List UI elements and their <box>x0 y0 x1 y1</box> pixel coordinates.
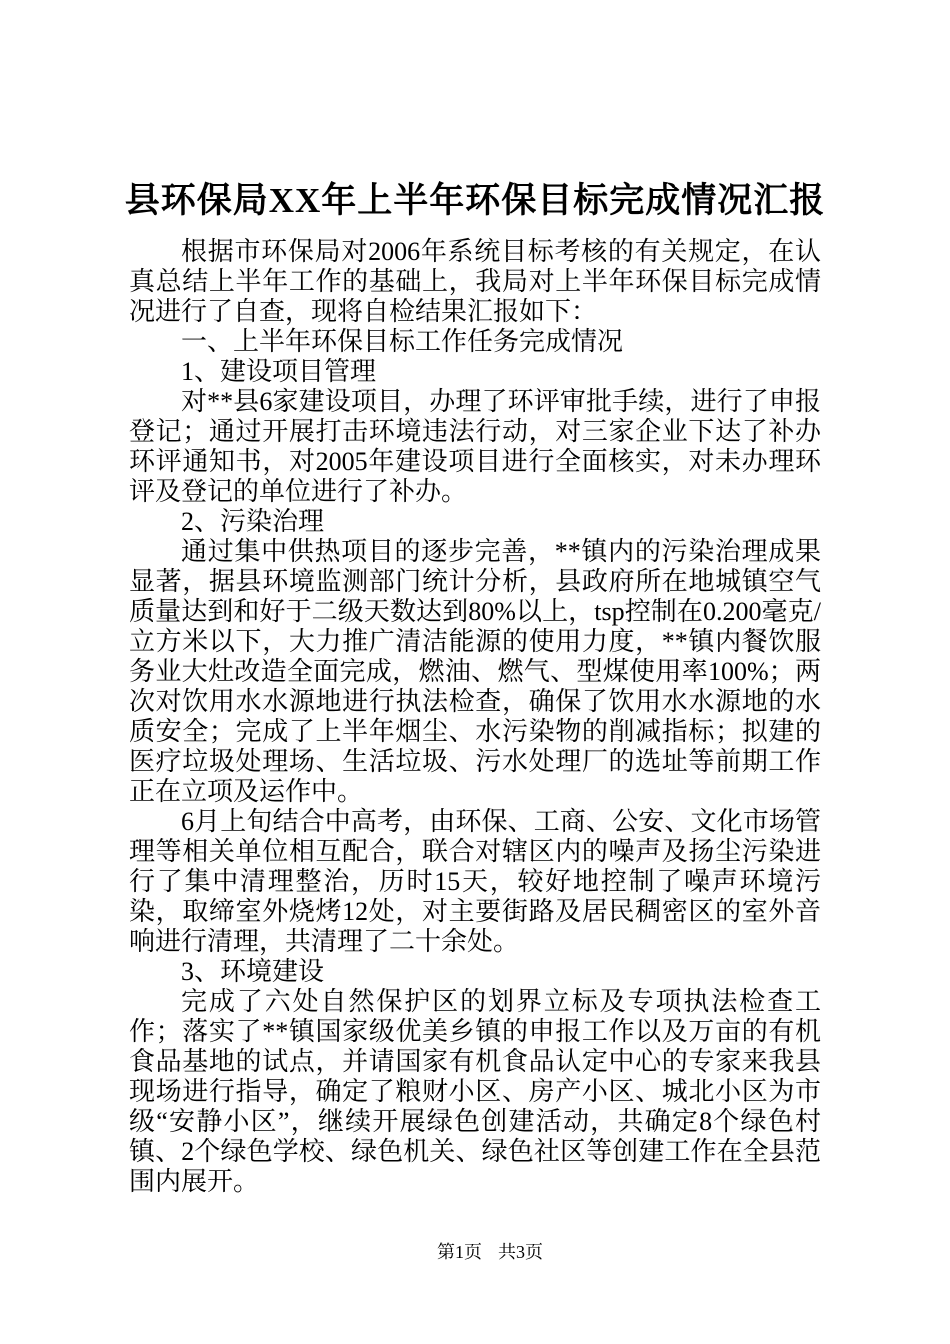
paragraph-subsection-1-heading: 1、建设项目管理 <box>181 357 377 386</box>
paragraph-intro: 根据市环保局对2006年系统目标考核的有关规定，在认真总结上半年工作的基础上，我局对上半年环保目标完成情况进行了自查，现将自检结果汇报如下： <box>129 237 821 326</box>
paragraph-subsection-2-heading: 2、污染治理 <box>181 507 325 536</box>
paragraph-noise-dust-campaign: 6月上旬结合中高考，由环保、工商、公安、文化市场管理等相关单位相互配合，联合对辖区内的噪声及扬尘污染进行了集中清理整治，历时15天，较好地控制了噪声环境污染，取缔室外烧烤12处，对主要街路及居民稠密区的室外音响进行清理，共清理了二十余处。 <box>129 807 821 956</box>
paragraph-subsection-3-heading: 3、环境建设 <box>181 957 325 986</box>
page-number-footer <box>437 1242 543 1262</box>
paragraph-construction-project-management: 对**县6家建设项目，办理了环评审批手续，进行了申报登记；通过开展打击环境违法行动，对三家企业下达了补办环评通知书，对2005年建设项目进行全面核实，对未办理环评及登记的单位进行了补办。 <box>129 387 821 506</box>
paragraph-section-1-heading: 一、上半年环保目标工作任务完成情况 <box>181 327 624 356</box>
document-title: 县环保局XX年上半年环保目标完成情况汇报 <box>124 181 826 220</box>
paragraph-pollution-control: 通过集中供热项目的逐步完善，**镇内的污染治理成果显著，据县环境监测部门统计分析，县政府所在地城镇空气质量达到和好于二级天数达到80%以上，tsp控制在0.200毫克/立方米以下，大力推广清洁能源的使用力度，**镇内餐饮服务业大灶改造全面完成，燃油、燃气、型煤使用率100%；两次对饮用水水源地进行执法检查，确保了饮用水水源地的水质安全；完成了上半年烟尘、水污染物的削减指标；拟建的医疗垃圾处理场、生活垃圾、污水处理厂的选址等前期工作正在立项及运作中。 <box>129 537 821 806</box>
current-page-label: 第1页 <box>437 1242 482 1262</box>
paragraph-environment-construction: 完成了六处自然保护区的划界立标及专项执法检查工作；落实了**镇国家级优美乡镇的申报工作以及万亩的有机食品基地的试点，并请国家有机食品认定中心的专家来我县现场进行指导，确定了粮财小区、房产小区、城北小区为市级“安静小区”，继续开展绿色创建活动，共确定8个绿色村镇、2个绿色学校、绿色机关、绿色社区等创建工作在全县范围内展开。 <box>129 987 821 1196</box>
document-body <box>129 237 821 1197</box>
total-pages-label: 共3页 <box>498 1242 543 1262</box>
